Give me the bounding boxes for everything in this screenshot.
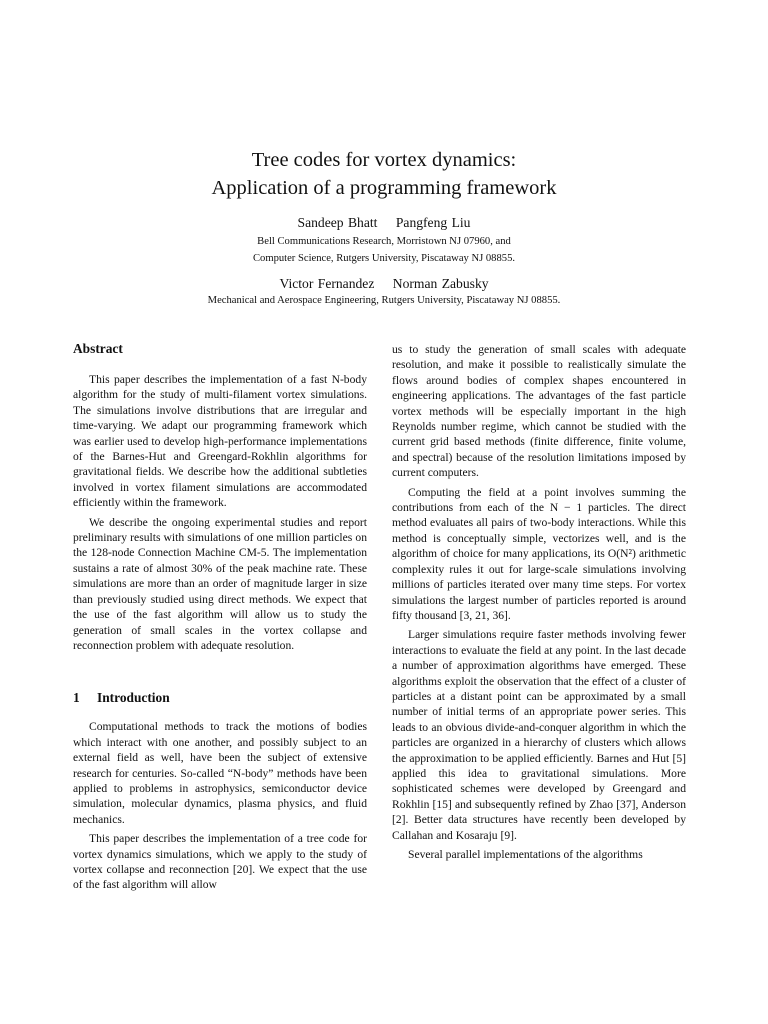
body-paragraph: Computational methods to track the motions of bodies which interact with one another, and possibly subject to an external field as well, have been the subject of extensive research for centuries. So-called “N-body” methods have been applied to problems in astrophysics, semiconductor device simulation, molecular dynamics, plasma physics, and fluid mechanics. — [73, 720, 367, 826]
affiliation-1-line-2: Computer Science, Rutgers University, Piscataway NJ 08855. — [252, 253, 516, 264]
paper-title-line-2: Application of a programming framework — [211, 177, 557, 199]
abstract-heading: Abstract — [73, 341, 123, 356]
abstract-paragraph: This paper describes the implementation of a fast N-body algorithm for the study of multi-filament vortex simulations. The simulations involve distributions that are irregular and time-varying. We adapt our programming framework which was earlier used to develop high-performance implementations of the Barnes-Hut and Greengard-Rokhlin algorithms for gravitational fields. We describe how the additional subtleties involved in vortex filament simulations are accommodated efficiently within the framework. — [73, 373, 367, 510]
affiliation-1-line-1: Bell Communications Research, Morristown NJ 07960, and — [257, 236, 511, 247]
section-heading-introduction — [73, 689, 367, 707]
section-number: 1 — [73, 690, 80, 706]
author-row-2 — [0, 276, 768, 292]
right-column — [392, 342, 686, 862]
author-row-1 — [0, 215, 768, 231]
author-name: Pangfeng Liu — [395, 215, 471, 230]
affiliation-2: Mechanical and Aerospace Engineering, Rutgers University, Piscataway NJ 08855. — [207, 295, 561, 306]
author-name: Victor Fernandez — [279, 276, 375, 291]
body-paragraph: Computing the field at a point involves summing the contributions from each of the N − 1 particles. The direct method evaluates all pairs of two-body interactions. While this method is conceptually simple, vectorizes well, and is the algorithm of choice for many applications, its O(N²) arithmetic complexity rules it out for large-scale simulations involving millions of particles iterated over many time steps. For vortex simulations the largest number of particles reported is around fifty thousand [3, 21, 36]. — [392, 485, 686, 622]
body-paragraph: Several parallel implementations of the algorithms — [408, 848, 643, 861]
abstract-paragraph: We describe the ongoing experimental studies and report preliminary results with simulations of one million particles on the 128-node Connection Machine CM-5. The implementation sustains a rate of almost 30% of the peak machine rate. These simulations are more than an order of magnitude larger in size than previously studied using direct methods. We expect that the use of the fast algorithm will allow us to study the generation of small scales in the vortex collapse and reconnection problem with adequate resolution. — [73, 515, 367, 652]
section-title: Introduction — [97, 690, 170, 706]
body-paragraph: us to study the generation of small scales with adequate resolution, and make it possible to realistically simulate the flows around bodies of complex shapes encountered in engineering applications. The advantages of the fast particle vortex methods will be especially important in the high Reynolds number regime, which cannot be studied with the current grid based methods (finite difference, finite volume, and spectral) because of the resolution limitations imposed by current computers. — [392, 343, 686, 480]
left-column — [73, 340, 367, 893]
author-name: Sandeep Bhatt — [297, 215, 378, 230]
body-paragraph: This paper describes the implementation of a tree code for vortex dynamics simulations, which we apply to the study of vortex collapse and reconnection [20]. We expect that the use of the fast algorithm will allow — [73, 832, 367, 892]
body-paragraph: Larger simulations require faster methods involving fewer interactions to evaluate the field at any point. In the last decade a number of approximation algorithms have emerged. These algorithms exploit the observation that the effect of a cluster of particles at a distant point can be approximated by a small number of initial terms of an appropriate power series. This leads to an obvious divide-and-conquer algorithm in which the particles are organized in a hierarchy of clusters which allows the approximation to be applied efficiently. Barnes and Hut [5] applied this idea to gravitational simulations. More sophisticated schemes were developed by Greengard and Rokhlin [15] and subsequently refined by Zhao [37], Anderson [2]. Better data structures have recently been developed by Callahan and Kosaraju [9]. — [392, 628, 686, 842]
author-name: Norman Zabusky — [392, 276, 489, 291]
paper-title-line-1: Tree codes for vortex dynamics: — [251, 149, 517, 171]
